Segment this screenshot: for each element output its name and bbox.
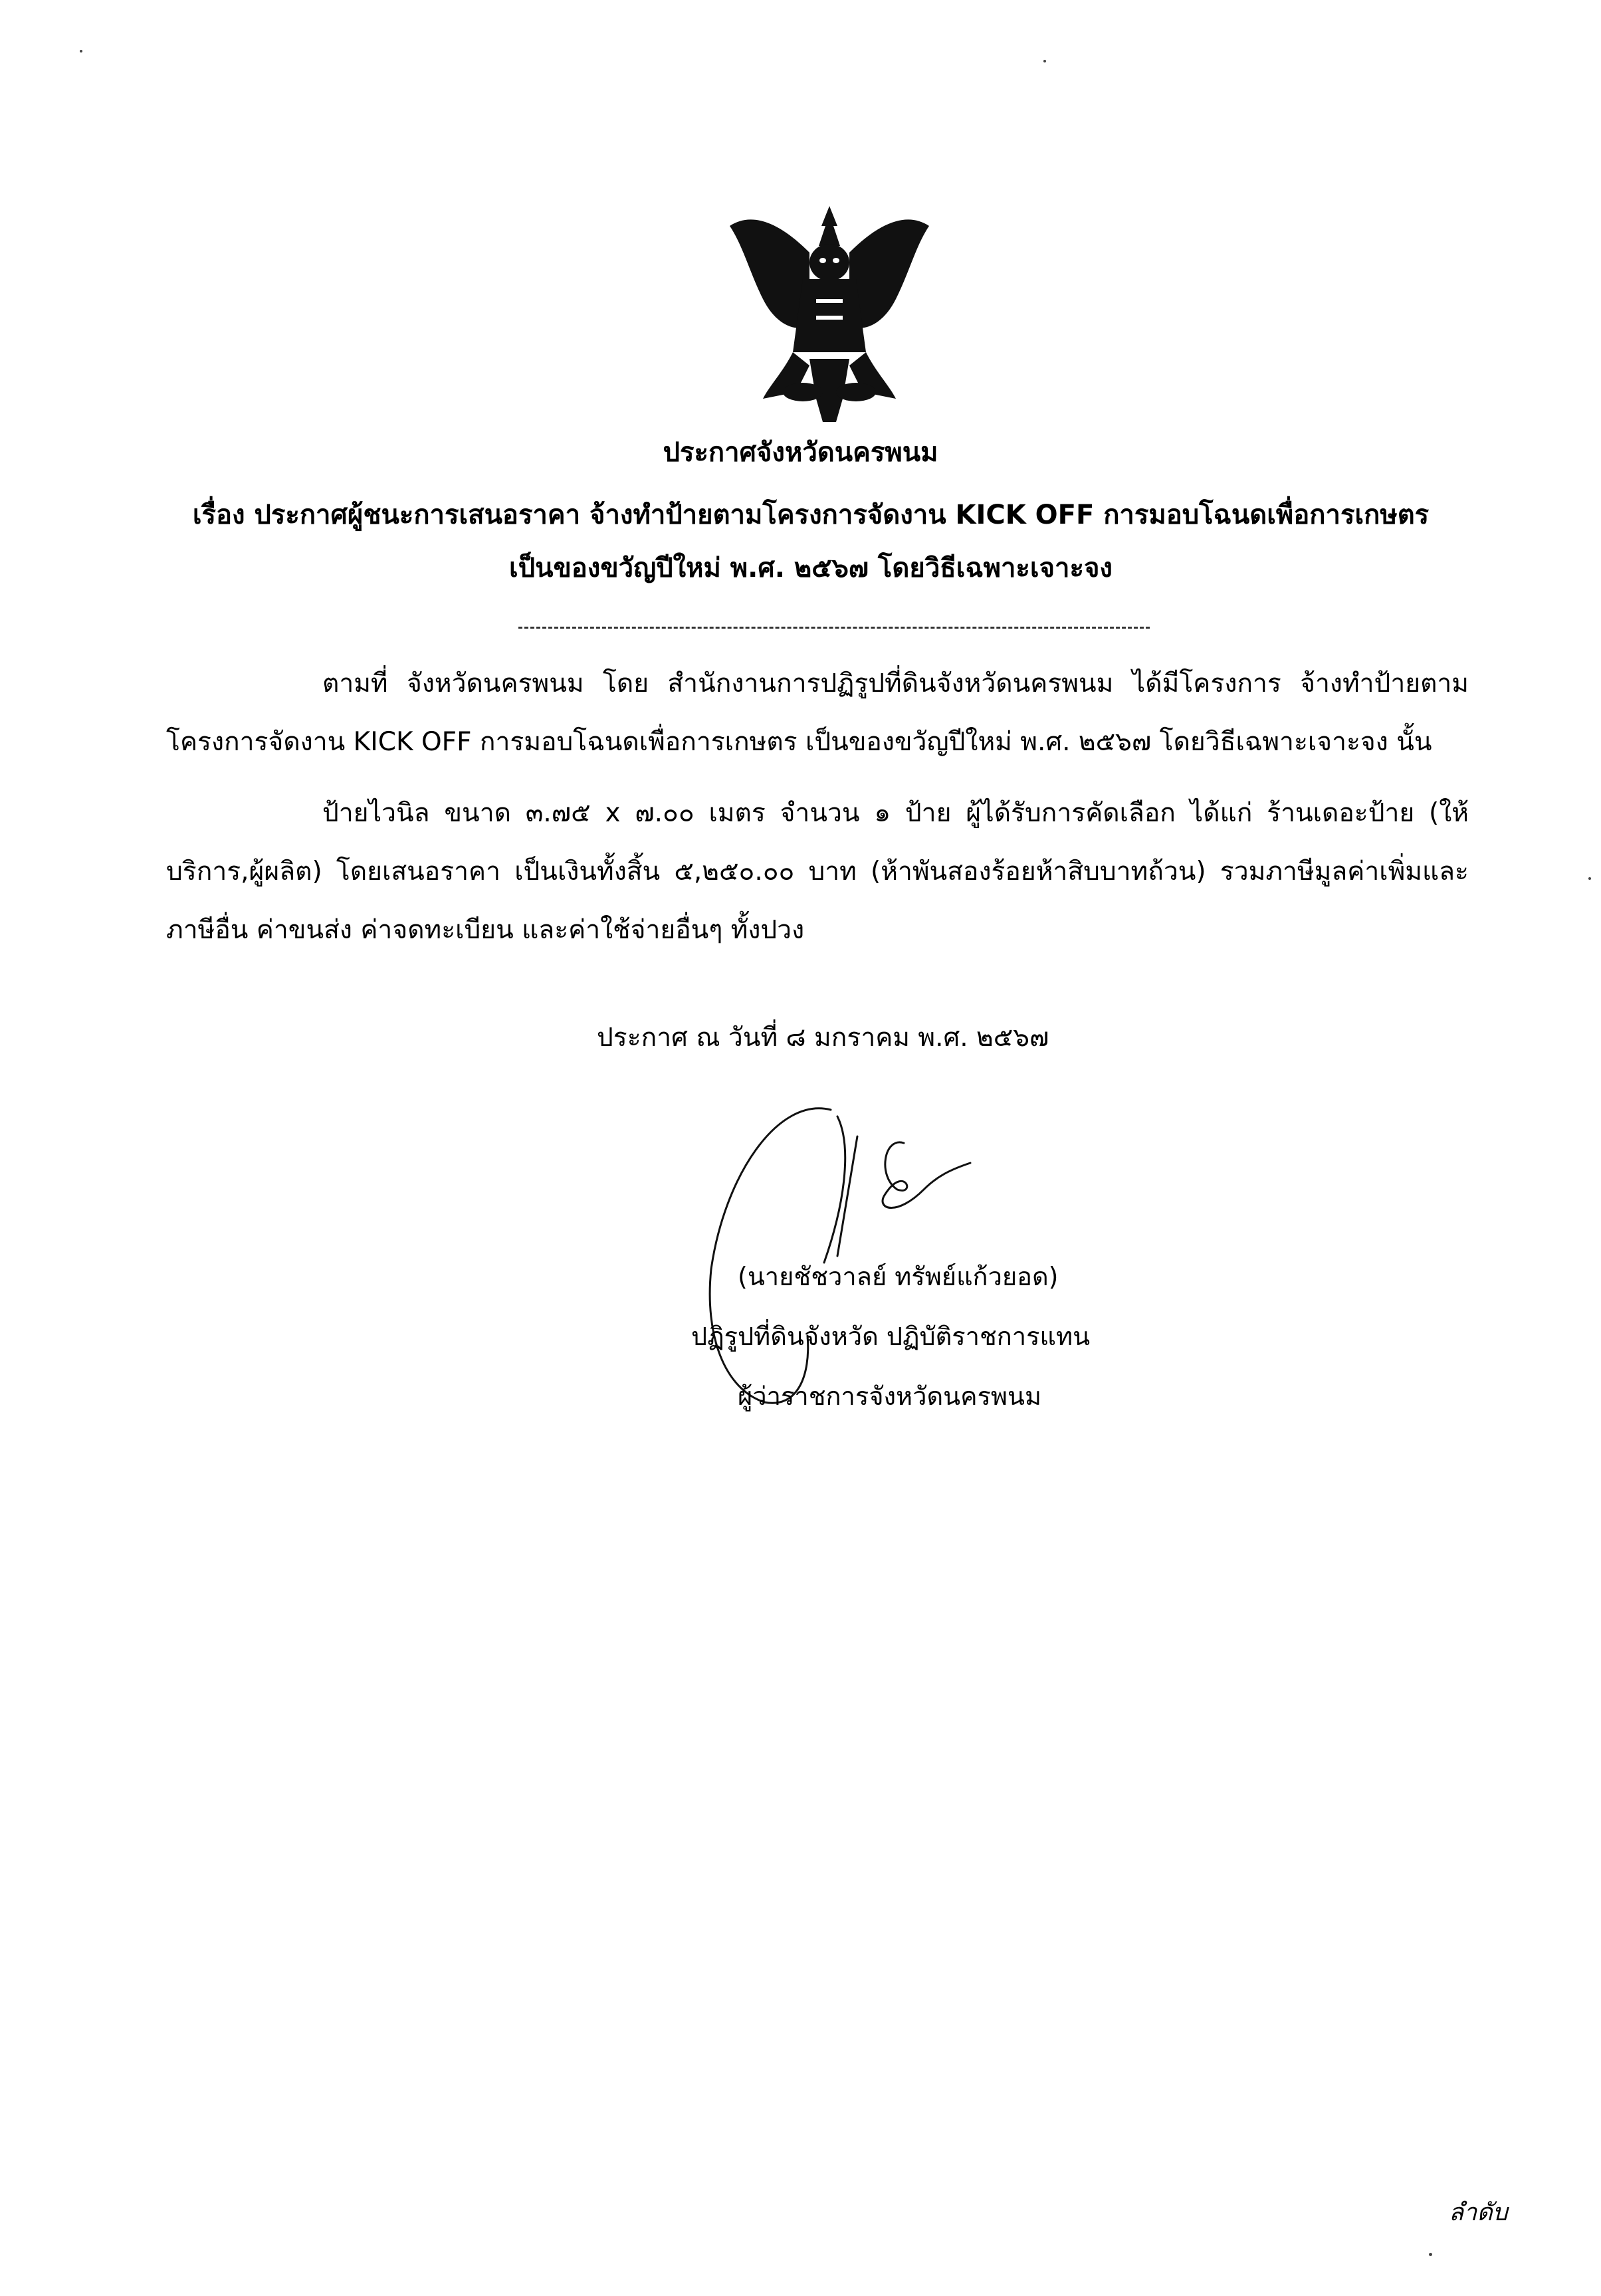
scan-speck bbox=[80, 50, 82, 52]
subject-line-1: เรื่อง ประกาศผู้ชนะการเสนอราคา จ้างทำป้ายตามโครงการจัดงาน KICK OFF การมอบโฉนดเพื่อการเกษตร bbox=[192, 500, 1430, 530]
signatory-name: (นายชัชวาลย์ ทรัพย์แก้วยอด) bbox=[738, 1262, 1059, 1291]
garuda-emblem-icon bbox=[723, 199, 936, 425]
document-subject bbox=[160, 488, 1462, 595]
signatory-position-2: ผู้ว่าราชการจังหวัดนครพนม bbox=[738, 1382, 1042, 1411]
divider bbox=[518, 627, 1150, 629]
scan-speck bbox=[1429, 2253, 1432, 2256]
signatory-position: ปฏิรูปที่ดินจังหวัด ปฏิบัติราชการแทน bbox=[691, 1322, 1091, 1351]
document-title: ประกาศจังหวัดนครพนม bbox=[663, 437, 938, 468]
scan-speck bbox=[1043, 60, 1046, 62]
paragraph-award: ป้ายไวนิล ขนาด ๓.๗๕ x ๗.๐๐ เมตร จำนวน ๑ ป้าย ผู้ได้รับการคัดเลือก ได้แก่ ร้านเดอะป้าย (ให้บริการ,ผู้ผลิต) โดยเสนอราคา เป็นเงินทั้งสิ้น ๕,๒๕๐.๐๐ บาท (ห้าพันสองร้อยห้าสิบบาทถ้วน) รวมภาษีมูลค่าเพิ่มและภาษีอื่น ค่าขนส่ง ค่าจดทะเบียน และค่าใช้จ่ายอื่นๆ ทั้งปวง bbox=[166, 798, 1469, 945]
paragraph-intro: ตามที่ จังหวัดนครพนม โดย สำนักงานการปฏิรูปที่ดินจังหวัดนครพนม ได้มีโครงการ จ้างทำป้ายตามโครงการจัดงาน KICK OFF การมอบโฉนดเพื่อการเกษตร เป็นของขวัญปีใหม่ พ.ศ. ๒๕๖๗ โดยวิธีเฉพาะเจาะจง นั้น bbox=[166, 669, 1469, 757]
page-mark: ลำดับ bbox=[1449, 2199, 1508, 2226]
announcement-date: ประกาศ ณ วันที่ ๘ มกราคม พ.ศ. ๒๕๖๗ bbox=[597, 1023, 1049, 1053]
subject-line-2: เป็นของขวัญปีใหม่ พ.ศ. ๒๕๖๗ โดยวิธีเฉพาะเจาะจง bbox=[509, 553, 1113, 583]
scan-speck bbox=[1588, 877, 1591, 880]
